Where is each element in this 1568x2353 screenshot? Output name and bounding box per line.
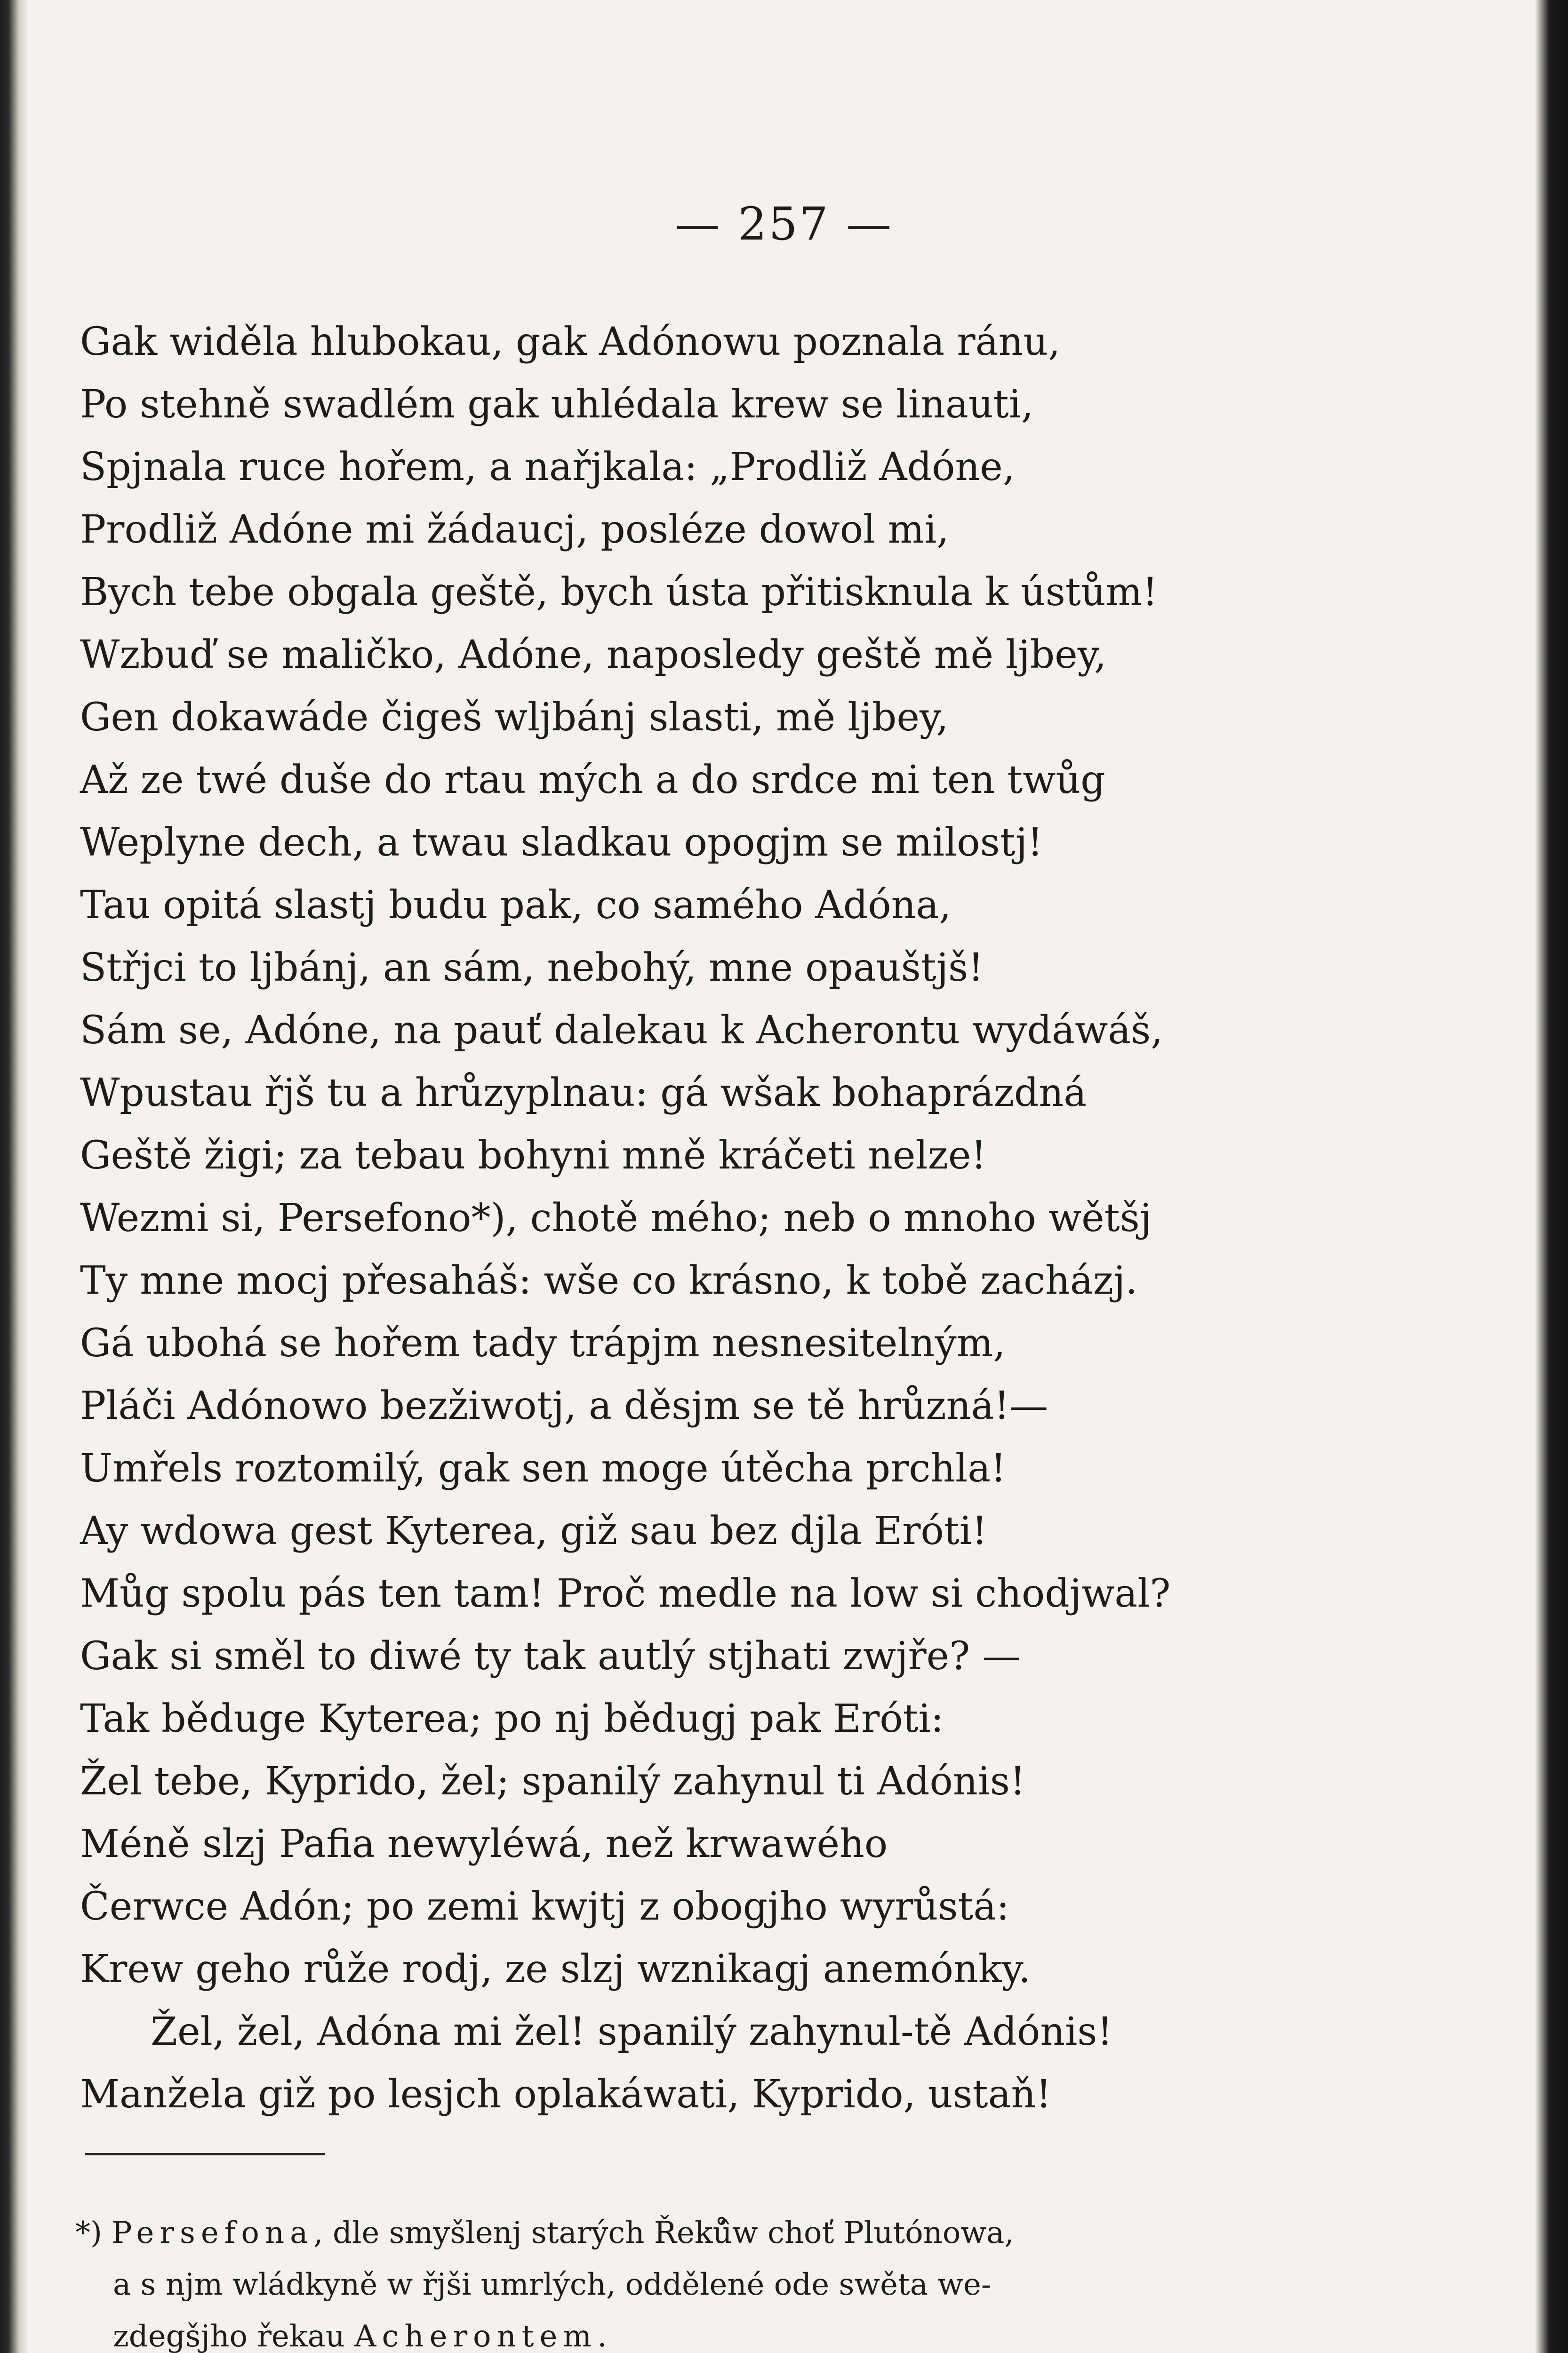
footnote-text: . bbox=[597, 2319, 607, 2353]
poem-line: Gak widěla hlubokau, gak Adónowu poznala ránu, bbox=[80, 320, 1061, 364]
poem-line: Méně slzj Pafia newyléwá, než krwawého bbox=[80, 1822, 888, 1866]
poem-line: Gá ubohá se hořem tady trápjm nesnesitelným, bbox=[80, 1321, 1006, 1366]
poem-line: Po stehně swadlém gak uhlédala krew se linauti, bbox=[80, 382, 1033, 427]
poem-line: Čerwce Adón; po zemi kwjtj z obogjho wyrůstá: bbox=[80, 1884, 1009, 1929]
footnote-line bbox=[75, 2207, 1271, 2259]
poem-line: Umřels roztomilý, gak sen moge útěcha prchla! bbox=[80, 1446, 1007, 1491]
poem-line: Wzbuď se maličko, Adóne, naposledy geště mě ljbey, bbox=[80, 632, 1107, 677]
poem-line: Pláči Adónowo bezžiwotj, a děsjm se tě hrůzná!— bbox=[80, 1384, 1048, 1428]
poem-line: Žel, žel, Adóna mi žel! spanilý zahynul-tě Adónis! bbox=[151, 2009, 1113, 2054]
poem-line: Prodliž Adóne mi žádaucj, posléze dowol mi, bbox=[80, 507, 949, 552]
poem-line: Můg spolu pás ten tam! Proč medle na low si chodjwal? bbox=[80, 1571, 1171, 1616]
poem-line: Ty mne mocj přesaháš: wše co krásno, k tobě zacházj. bbox=[80, 1258, 1138, 1303]
footnote-text: zdegšjho řekau bbox=[113, 2319, 355, 2353]
footnote bbox=[75, 2207, 1271, 2353]
poem-line: Tau opitá slastj budu pak, co samého Adóna, bbox=[80, 883, 952, 928]
book-gutter-shadow bbox=[0, 0, 28, 2353]
page-number-header: — 257 — bbox=[674, 198, 894, 250]
poem-line: Tak běduge Kyterea; po nj bědugj pak Eróti: bbox=[80, 1697, 944, 1741]
poem-line: Wezmi si, Persefono*), chotě mého; neb o mnoho wětšj bbox=[80, 1196, 1152, 1241]
page-edge-shadow bbox=[1535, 0, 1568, 2353]
poem-line: Ay wdowa gest Kyterea, giž sau bez djla Eróti! bbox=[80, 1509, 987, 1553]
poem-line: Bych tebe obgala geště, bych ústa přitisknula k ústům! bbox=[80, 570, 1158, 615]
footnote-marker: *) bbox=[75, 2216, 102, 2250]
footnote-line bbox=[75, 2311, 1271, 2353]
poem-line: Střjci to ljbánj, an sám, nebohý, mne opauštjš! bbox=[80, 945, 984, 990]
poem-line: Žel tebe, Kyprido, žel; spanilý zahynul ti Adónis! bbox=[80, 1759, 1025, 1804]
poem-line: Až ze twé duše do rtau mých a do srdce mi ten twůg bbox=[80, 758, 1105, 802]
footnote-river: Acherontem bbox=[354, 2319, 598, 2353]
poem-line: Wpustau řjš tu a hrůzyplnau: gá wšak bohaprázdná bbox=[80, 1071, 1087, 1115]
poem-line: Sám se, Adóne, na pauť dalekau k Acherontu wydáwáš, bbox=[80, 1008, 1163, 1053]
footnote-text: , dle smyšlenj starých Řeků̂w choť Plutónowa, bbox=[313, 2216, 1014, 2250]
poem-line: Gak si směl to diwé ty tak autlý stjhati zwjře? — bbox=[80, 1634, 1021, 1679]
footnote-divider bbox=[85, 2153, 325, 2155]
footnote-term: Persefona bbox=[112, 2216, 314, 2250]
poem-line: Weplyne dech, a twau sladkau opogjm se milostj! bbox=[80, 820, 1043, 865]
footnote-text: a s njm wládkyně w řjši umrlých, oddělené ode swěta we- bbox=[113, 2267, 992, 2302]
footnote-line bbox=[75, 2259, 1271, 2311]
poem-line: Manžela giž po lesjch oplakáwati, Kyprido, ustaň! bbox=[80, 2072, 1052, 2117]
poem-line: Geště žigi; za tebau bohyni mně kráčeti nelze! bbox=[80, 1133, 987, 1178]
poem-text bbox=[80, 311, 1285, 2126]
poem-line: Gen dokawáde čigeš wljbánj slasti, mě ljbey, bbox=[80, 695, 949, 740]
poem-line: Spjnala ruce hořem, a nařjkala: „Prodliž Adóne, bbox=[80, 445, 1015, 489]
poem-line: Krew geho růže rodj, ze slzj wznikagj anemónky. bbox=[80, 1947, 1031, 1992]
